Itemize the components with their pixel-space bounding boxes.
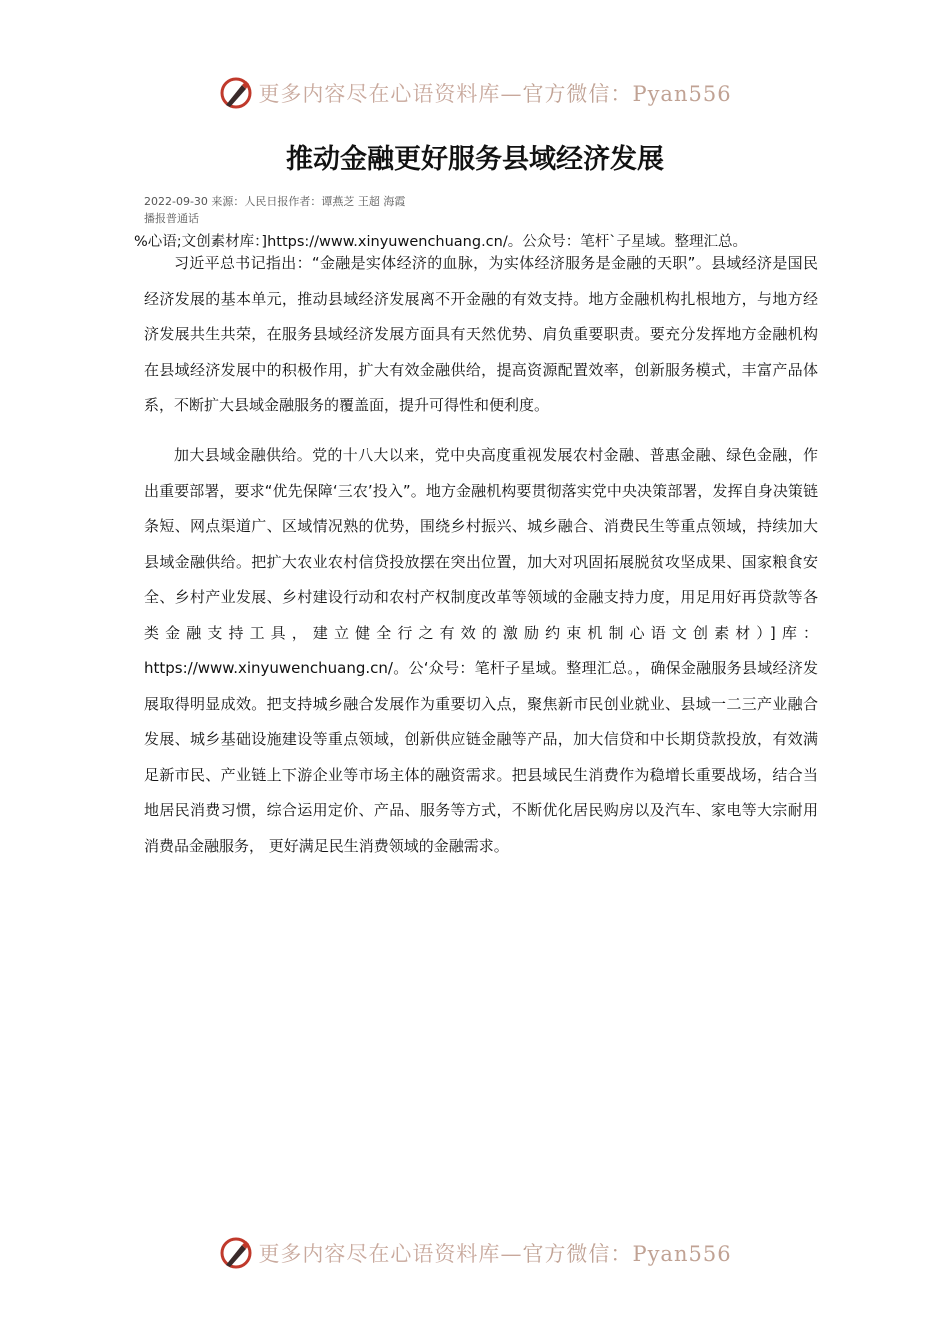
banner-site-name: 更多内容尽在心语资料库 bbox=[258, 1242, 501, 1266]
article-title: 推动金融更好服务县域经济发展 bbox=[286, 144, 664, 175]
banner-wechat-label: 官方微信： bbox=[522, 82, 633, 106]
article-source-line: 2022-09-30 来源：人民日报作者：谭燕芝 王超 海霞 bbox=[144, 195, 406, 208]
banner-wechat-label: 官方微信： bbox=[522, 1242, 633, 1266]
article-meta bbox=[144, 193, 405, 227]
banner-text bbox=[258, 1238, 731, 1268]
banner-site-name: 更多内容尽在心语资料库 bbox=[258, 82, 501, 106]
paragraph-1: 习近平总书记指出：“金融是实体经济的血脉，为实体经济服务是金融的天职”。县域经济是国民经济发展的基本单元，推动县域经济发展离不开金融的有效支持。地方金融机构扎根地方，与地方经济发展共生共荣，在服务县域经济发展方面具有天然优势、肩负重要职责。要充分发挥地方金融机构在县域经济发展中的积极作用，扩大有效金融供给，提高资源配置效率，创新服务模式，丰富产品体系，不断扩大县域金融服务的覆盖面，提升可得性和便利度。 bbox=[144, 254, 818, 414]
pen-logo-icon bbox=[218, 1235, 254, 1271]
banner-wechat-id: Pyan556 bbox=[632, 1242, 732, 1266]
banner-text bbox=[258, 78, 731, 108]
footer-banner bbox=[0, 1228, 950, 1278]
watermark-text: %心语;文创素材库：]https://www.xinyuwenchuang.cn/。公众号：笔杆`子星域。整理汇总。 bbox=[134, 234, 747, 250]
banner-wechat-id: Pyan556 bbox=[632, 82, 732, 106]
header-banner bbox=[0, 68, 950, 118]
banner-dash: — bbox=[500, 1242, 523, 1266]
paragraph-2: 加大县域金融供给。党的十八大以来，党中央高度重视发展农村金融、普惠金融、绿色金融，作出重要部署，要求“优先保障‘三农’投入”。地方金融机构要贯彻落实党中央决策部署，发挥自身决策链条短、网点渠道广、区域情况熟的优势，围绕乡村振兴、城乡融合、消费民生等重点领域，持续加大县域金融供给。把扩大农业农村信贷投放摆在突出位置，加大对巩固拓展脱贫攻坚成果、国家粮食安全、乡村产业发展、乡村建设行动和农村产权制度改革等领域的金融支持力度，用足用好再贷款等各类金融支持工具，建立健全行之有效的激励约束机制心语文创素材）]库：https://www.xinyuwenchuang.cn/。公‘众号：笔杆子星域。整理汇总。，确保金融服务县域经济发展取得明显成效。把支持城乡融合发展作为重要切入点，聚焦新市民创业就业、县域一二三产业融合发展、城乡基础设施建设等重点领域，创新供应链金融等产品，加大信贷和中长期贷款投放，有效满足新市民、产业链上下游企业等市场主体的融资需求。把县域民生消费作为稳增长重要战场，结合当地居民消费习惯，综合运用定价、产品、服务等方式，不断优化居民购房以及汽车、家电等大宗耐用消费品金融服务， 更好满足民生消费领域的金融需求。 bbox=[144, 446, 818, 855]
banner-dash: — bbox=[500, 82, 523, 106]
pen-logo-icon bbox=[218, 75, 254, 111]
audio-play-link[interactable]: 播报普通话 bbox=[144, 212, 199, 225]
